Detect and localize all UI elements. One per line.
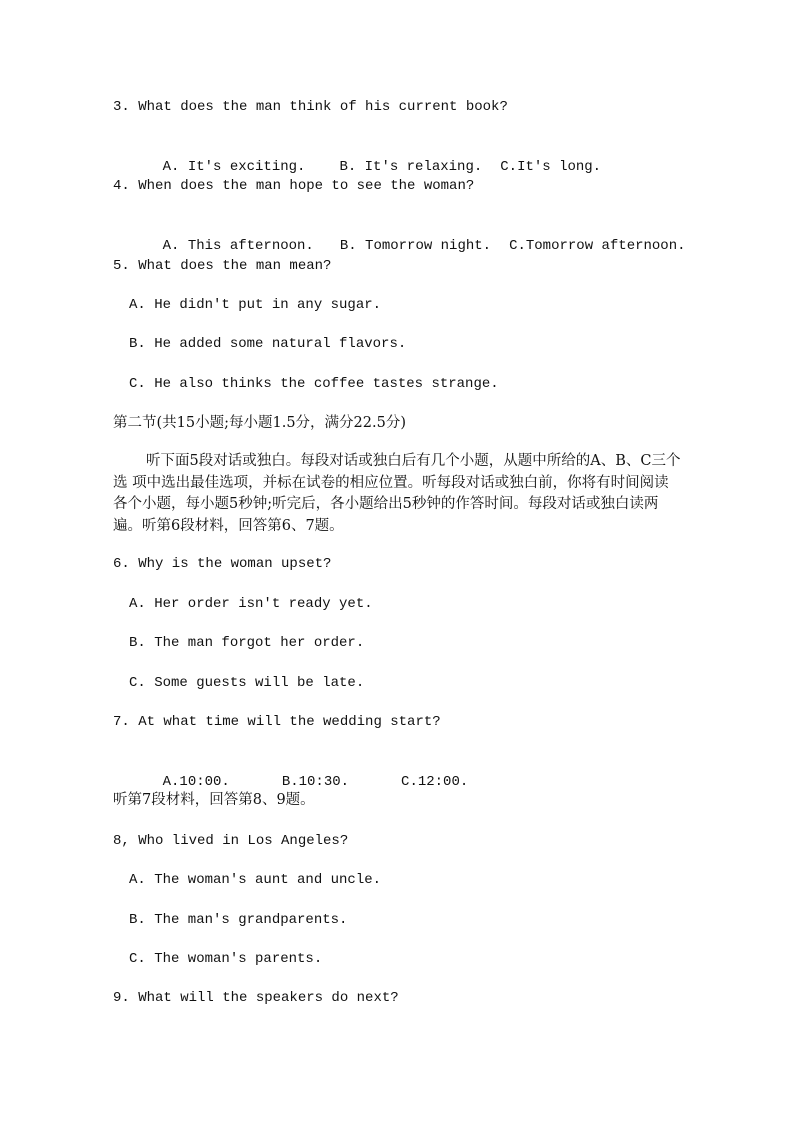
question-8-option-b: B. The man's grandparents. bbox=[129, 912, 348, 928]
question-5: 5. What does the man mean? bbox=[113, 258, 332, 274]
question-5-option-b: B. He added some natural flavors. bbox=[129, 336, 407, 352]
material-7-instruction: 听第7段材料，回答第8、9题。 bbox=[113, 792, 315, 808]
option-b: B. It's relaxing. bbox=[339, 159, 483, 175]
question-8-option-a: A. The woman's aunt and uncle. bbox=[129, 872, 382, 888]
question-8-option-c: C. The woman's parents. bbox=[129, 951, 323, 967]
question-8: 8, Who lived in Los Angeles? bbox=[113, 833, 349, 849]
question-6-option-a: A. Her order isn't ready yet. bbox=[129, 596, 373, 612]
option-a: A. This afternoon. bbox=[162, 238, 314, 254]
option-c: C.It's long. bbox=[500, 159, 602, 175]
option-b: B.10:30. bbox=[281, 774, 350, 790]
question-6: 6. Why is the woman upset? bbox=[113, 556, 332, 572]
option-a: A.10:00. bbox=[162, 774, 230, 790]
section-2-instructions: 听下面5段对话或独白。每段对话或独白后有几个小题，从题中所给的A、B、C三个选 项中选出最佳选项，并标在试卷的相应位置。听每段对话或独白前，你将有时间阅读各个小题，每小题5秒钟;听完后，各小题给出5秒钟的作答时间。每段对话或独白读两遍。听第6段材料，回答第6、7题。 bbox=[113, 453, 681, 534]
question-3: 3. What does the man think of his current book? bbox=[113, 99, 508, 115]
question-7: 7. At what time will the wedding start? bbox=[113, 714, 441, 730]
option-c: C.Tomorrow afternoon. bbox=[509, 238, 686, 254]
question-6-option-c: C. Some guests will be late. bbox=[129, 675, 365, 691]
section-2-title: 第二节(共15小题;每小题1.5分，满分22.5分) bbox=[113, 415, 406, 431]
option-b: B. Tomorrow night. bbox=[339, 238, 492, 254]
question-9: 9. What will the speakers do next? bbox=[113, 990, 399, 1006]
option-a: A. It's exciting. bbox=[162, 159, 306, 175]
question-6-option-b: B. The man forgot her order. bbox=[129, 635, 365, 651]
option-c: C.12:00. bbox=[401, 774, 469, 790]
question-4: 4. When does the man hope to see the woman? bbox=[113, 178, 475, 194]
question-5-option-c: C. He also thinks the coffee tastes strange. bbox=[129, 376, 499, 392]
question-5-option-a: A. He didn't put in any sugar. bbox=[129, 297, 382, 313]
